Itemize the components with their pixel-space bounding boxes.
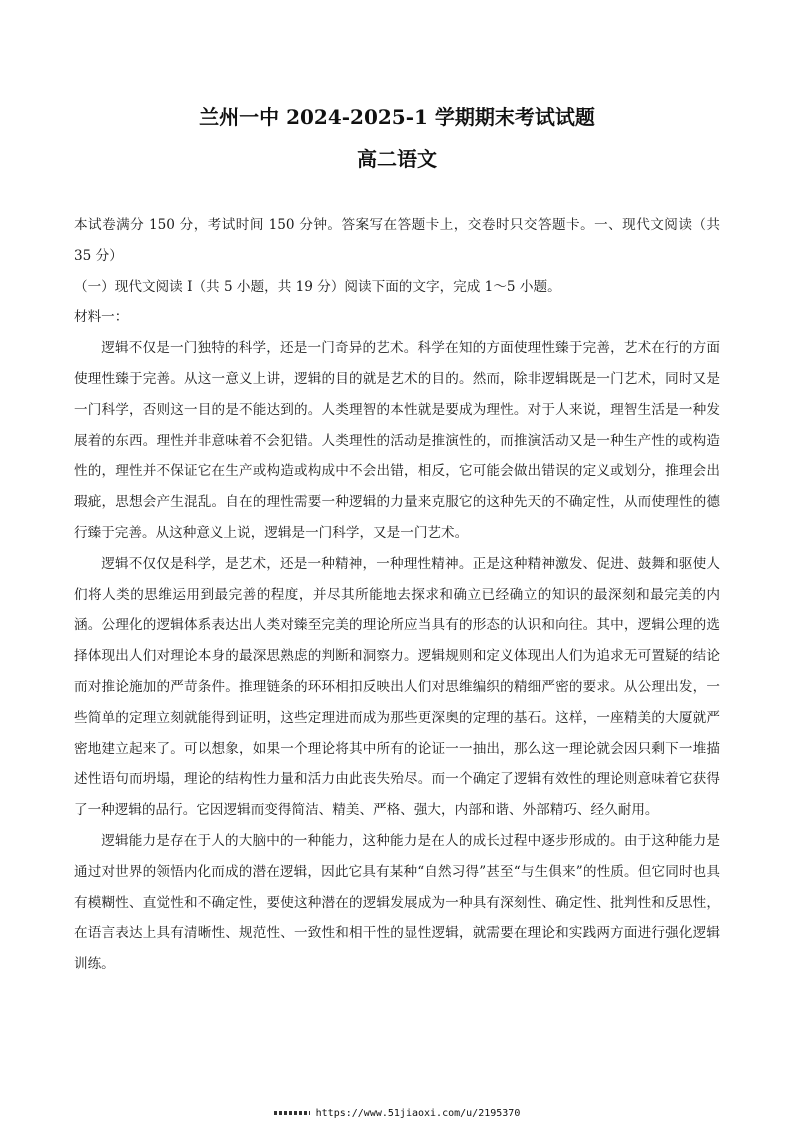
section-note: （一）现代文阅读 I（共 5 小题，共 19 分）阅读下面的文字，完成 1～5 小题。 (74, 278, 561, 295)
page-footer (0, 1107, 794, 1121)
watermark-bar-icon (274, 1111, 310, 1115)
paragraph-1: 逻辑不仅是一门独特的科学，还是一门奇异的艺术。科学在知的方面使理性臻于完善，艺术在行的方面使理性臻于完善。从这一意义上讲，逻辑的目的就是艺术的目的。然而，除非逻辑既是一门艺术，同时又是一门科学，否则这一目的是不能达到的。人类理智的本性就是要成为理性。对于人来说，理智生活是一种发展着的东西。理性并非意味着不会犯错。人类理性的活动是推演性的，而推演活动又是一种生产性的或构造性的，理性并不保证它在生产或构造或构成中不会出错，相反，它可能会做出错误的定义或划分，推理会出瑕疵，思想会产生混乱。自在的理性需要一种逻辑的力量来克服它的这种先天的不确定性，从而使理性的德行臻于完善。从这种意义上说，逻辑是一门科学，又是一门艺术。 (74, 340, 720, 541)
material-label: 材料一： (74, 309, 129, 326)
exam-intro: 本试卷满分 150 分，考试时间 150 分钟。答案写在答题卡上，交卷时只交答题卡。一、现代文阅读（共 35 分） (74, 217, 720, 264)
footer-url-link[interactable]: https://www.51jiaoxi.com/u/2195370 (315, 1108, 521, 1119)
paragraph-2: 逻辑不仅仅是科学，是艺术，还是一种精神，一种理性精神。正是这种精神激发、促进、鼓舞和驱使人们将人类的思维运用到最完善的程度，并尽其所能地去探求和确立已经确立的知识的最深刻和最完美的内涵。公理化的逻辑体系表达出人类对臻至完美的理论所应当具有的形态的认识和向往。其中，逻辑公理的选择体现出人们对理论本身的最深思熟虑的判断和洞察力。逻辑规则和定义体现出人们为追求无可置疑的结论而对推论施加的严苛条件。推理链条的环环相扣反映出人们对思维编织的精细严密的要求。从公理出发，一些简单的定理立刻就能得到证明，这些定理进而成为那些更深奥的定理的基石。这样，一座精美的大厦就严密地建立起来了。可以想象，如果一个理论将其中所有的论证一一抽出，那么这一理论就会因只剩下一堆描述性语句而坍塌，理论的结构性力量和活力由此丧失殆尽。而一个确定了逻辑有效性的理论则意味着它获得了一种逻辑的品行。它因逻辑而变得简洁、精美、严格、强大，内部和谐、外部精巧、经久耐用。 (74, 555, 720, 819)
paragraph-3: 逻辑能力是存在于人的大脑中的一种能力，这种能力是在人的成长过程中逐步形成的。由于这种能力是通过对世界的领悟内化而成的潜在逻辑，因此它具有某种“自然习得”甚至“与生俱来”的性质。但它同时也具有模糊性、直觉性和不确定性，要使这种潜在的逻辑发展成为一种具有深刻性、确定性、批判性和反思性，在语言表达上具有清晰性、规范性、一致性和相干性的显性逻辑，就需要在理论和实践两方面进行强化逻辑训练。 (74, 832, 720, 973)
exam-subtitle: 高二语文 (357, 147, 437, 171)
exam-content (74, 210, 720, 980)
exam-title: 兰州一中 2024-2025-1 学期期末考试试题 (199, 105, 595, 129)
